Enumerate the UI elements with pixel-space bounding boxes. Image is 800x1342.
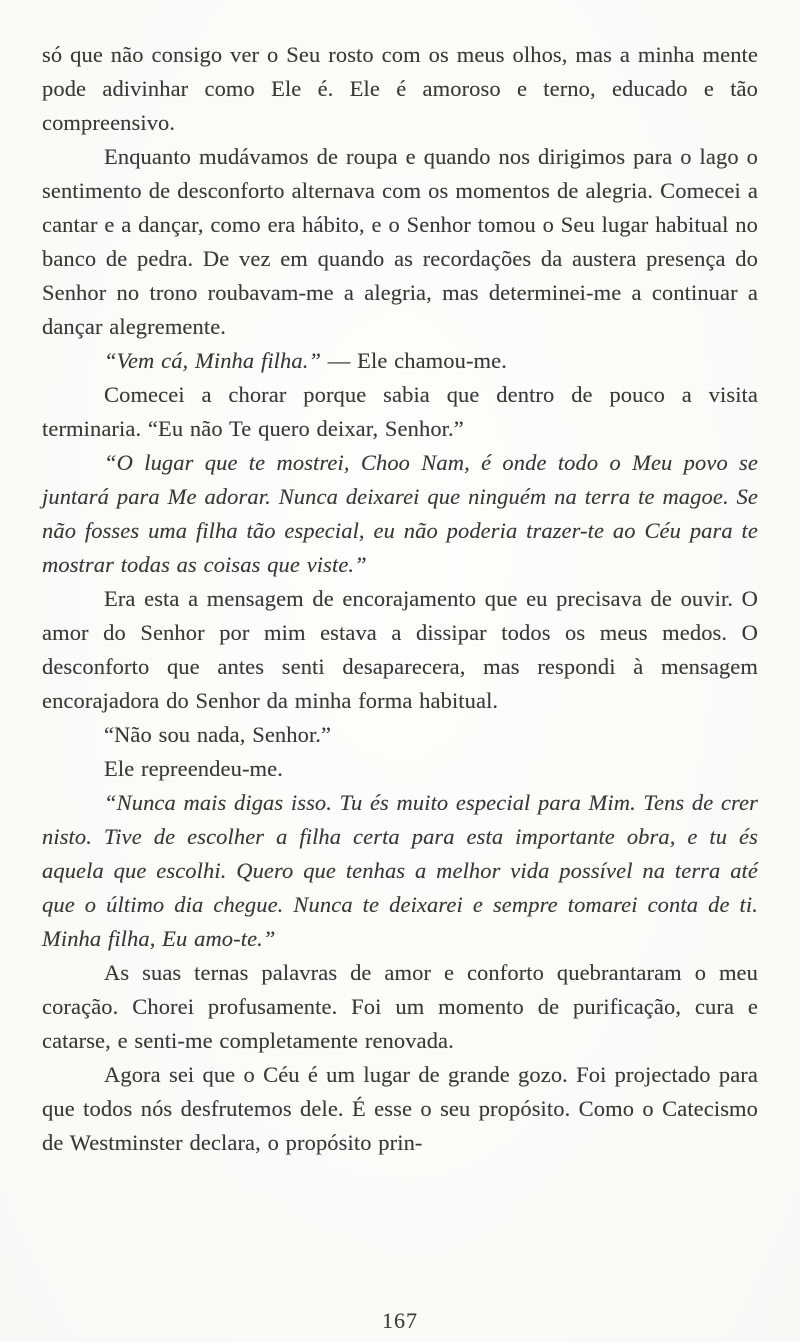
paragraph <box>42 38 758 140</box>
paragraph-segment: Agora sei que o Céu é um lugar de grande gozo. Foi projectado para que todos nós desfrutemos dele. É esse o seu propósito. Como o Catecismo de Westminster declara, o propósito prin- <box>42 1062 758 1155</box>
paragraph <box>42 378 758 446</box>
paragraph <box>42 1058 758 1160</box>
paragraph-segment: — Ele chamou-me. <box>321 348 507 373</box>
paragraph <box>42 752 758 786</box>
paragraph-segment-italic: “Vem cá, Minha filha.” <box>104 348 322 373</box>
paragraph-segment-italic: “Nunca mais digas isso. Tu és muito especial para Mim. Tens de crer nisto. Tive de escolher a filha certa para esta importante obra, e tu és aquela que escolhi. Quero que tenhas a melhor vida possível na terra até que o último dia chegue. Nunca te deixarei e sempre tomarei conta de ti. Minha filha, Eu amo-te.” <box>42 790 758 951</box>
paragraph-segment: Ele repreendeu-me. <box>104 756 283 781</box>
paragraph <box>42 956 758 1058</box>
paragraph <box>42 446 758 582</box>
paragraph <box>42 140 758 344</box>
paragraph-segment: Enquanto mudávamos de roupa e quando nos dirigimos para o lago o sentimento de desconforto alternava com os momentos de alegria. Comecei a cantar e a dançar, como era hábito, e o Senhor tomou o Seu lugar habitual no banco de pedra. De vez em quando as recordações da austera presença do Senhor no trono roubavam-me a alegria, mas determinei-me a continuar a dançar alegremente. <box>42 144 758 339</box>
page-text <box>42 38 758 1160</box>
paragraph-segment: As suas ternas palavras de amor e conforto quebrantaram o meu coração. Chorei profusamente. Foi um momento de purificação, cura e catarse, e senti-me completamente renovada. <box>42 960 758 1053</box>
paragraph-segment: Comecei a chorar porque sabia que dentro de pouco a visita terminaria. “Eu não Te quero deixar, Senhor.” <box>42 382 758 441</box>
paragraph-segment: só que não consigo ver o Seu rosto com os meus olhos, mas a minha mente pode adivinhar como Ele é. Ele é amoroso e terno, educado e tão compreensivo. <box>42 42 758 135</box>
paragraph <box>42 786 758 956</box>
paragraph <box>42 718 758 752</box>
paragraph <box>42 582 758 718</box>
paragraph-segment-italic: “O lugar que te mostrei, Choo Nam, é onde todo o Meu povo se juntará para Me adorar. Nunca deixarei que ninguém na terra te magoe. Se não fosses uma filha tão especial, eu não poderia trazer-te ao Céu para te mostrar todas as coisas que viste.” <box>42 450 758 577</box>
paragraph-segment: “Não sou nada, Senhor.” <box>104 722 332 747</box>
page-number: 167 <box>382 1308 418 1333</box>
paragraph-segment: Era esta a mensagem de encorajamento que eu precisava de ouvir. O amor do Senhor por mim estava a dissipar todos os meus medos. O desconforto que antes senti desaparecera, mas respondi à mensagem encorajadora do Senhor da minha forma habitual. <box>42 586 758 713</box>
paragraph <box>42 344 758 378</box>
